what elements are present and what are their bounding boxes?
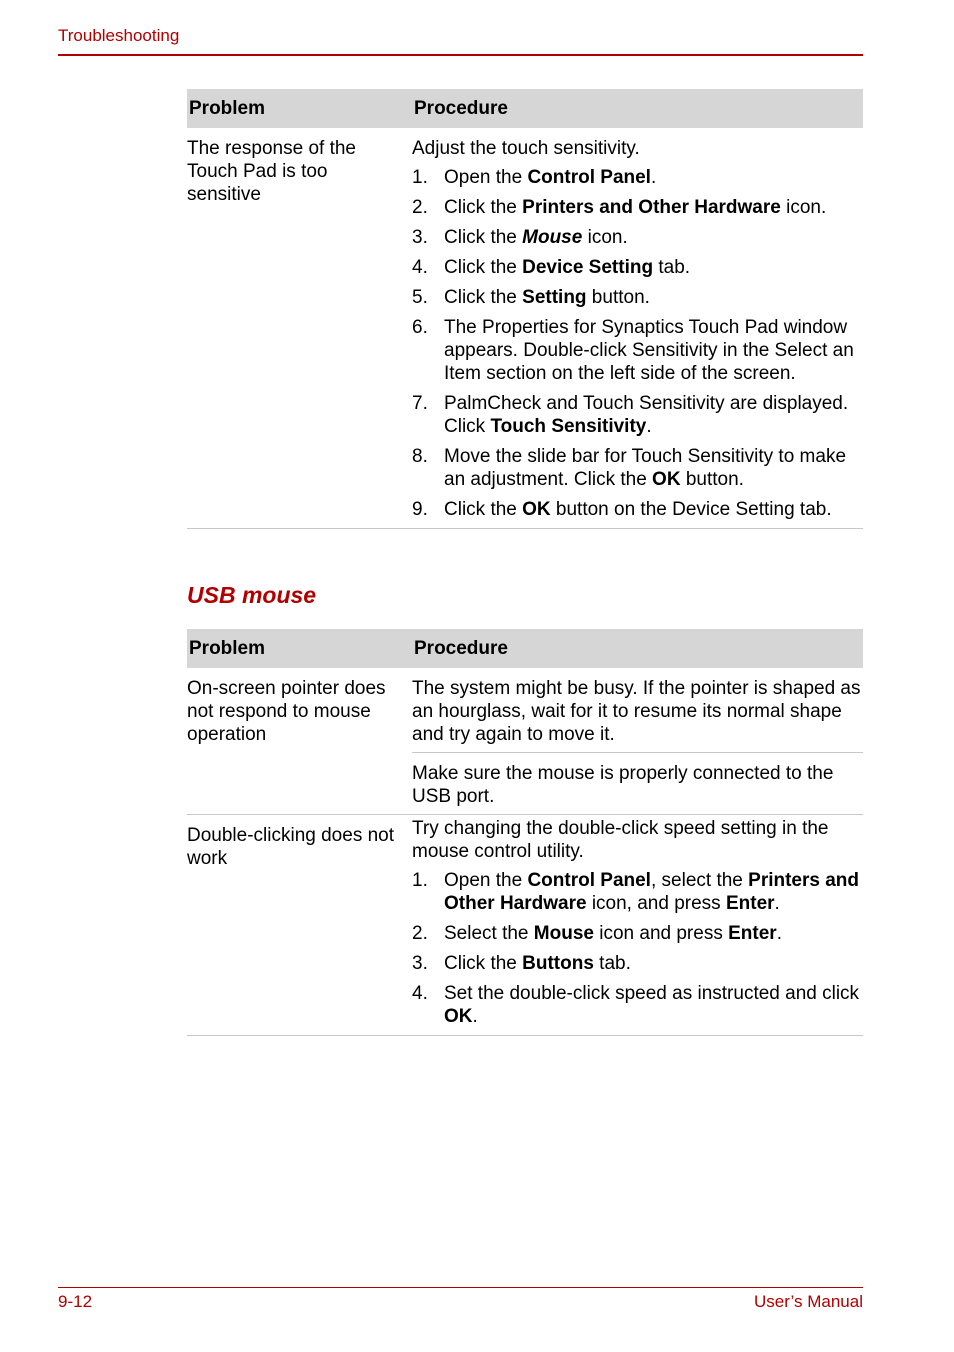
manual-title: User’s Manual [754, 1292, 863, 1311]
table-row [187, 668, 863, 815]
column-header-procedure: Procedure [414, 637, 508, 659]
procedure-cell [412, 128, 863, 528]
procedure-step [412, 256, 863, 279]
procedure-step [412, 869, 863, 915]
touchpad-table [187, 89, 863, 529]
column-header-procedure: Procedure [414, 97, 508, 119]
step-text: Select the Mouse icon and press Enter. [444, 923, 782, 944]
procedure-step [412, 316, 863, 385]
procedure-step [412, 166, 863, 189]
step-text: Move the slide bar for Touch Sensitivity to make an adjustment. Click the OK button. [444, 446, 847, 490]
procedure-step [412, 286, 863, 309]
table-header [187, 629, 863, 668]
procedure-step [412, 445, 863, 491]
step-number: 4. [412, 257, 428, 278]
section-title: USB mouse [187, 582, 317, 608]
step-text: The Properties for Synaptics Touch Pad window appears. Double-click Sensitivity in the Select an Item section on the left side of the screen. [444, 317, 854, 384]
step-number: 5. [412, 287, 428, 308]
step-number: 3. [412, 227, 428, 248]
footer-rule [58, 1287, 863, 1288]
procedure-step [412, 498, 863, 521]
running-header: Troubleshooting [58, 26, 180, 45]
procedure-step [412, 196, 863, 219]
step-number: 9. [412, 499, 428, 520]
step-text: Click the Device Setting tab. [444, 257, 691, 278]
step-number: 1. [412, 167, 428, 188]
usb-mouse-table [187, 629, 863, 1036]
procedure-text: Make sure the mouse is properly connected to the USB port. [412, 752, 863, 814]
procedure-step [412, 952, 863, 975]
table-row [187, 815, 863, 1036]
problem-cell: Double-clicking does not work [187, 825, 395, 869]
step-number: 4. [412, 983, 428, 1004]
procedure-cell [412, 668, 863, 814]
step-number: 8. [412, 446, 428, 467]
step-text: Click the Printers and Other Hardware icon. [444, 197, 827, 218]
step-number: 6. [412, 317, 428, 338]
step-number: 3. [412, 953, 428, 974]
step-number: 1. [412, 870, 428, 891]
table-header [187, 89, 863, 128]
procedure-step [412, 982, 863, 1028]
column-header-problem: Problem [189, 637, 266, 659]
step-number: 2. [412, 197, 428, 218]
step-number: 7. [412, 393, 428, 414]
step-text: PalmCheck and Touch Sensitivity are displayed. Click Touch Sensitivity. [444, 393, 849, 437]
step-text: Set the double-click speed as instructed and click OK. [444, 983, 860, 1027]
procedure-steps [412, 166, 863, 521]
step-text: Click the OK button on the Device Setting tab. [444, 499, 832, 520]
problem-cell: The response of the Touch Pad is too sensitive [187, 138, 356, 205]
step-text: Open the Control Panel. [444, 167, 657, 188]
procedure-step [412, 226, 863, 249]
step-text: Click the Setting button. [444, 287, 650, 308]
page-number: 9-12 [58, 1292, 93, 1311]
problem-cell: On-screen pointer does not respond to mouse operation [187, 678, 386, 745]
procedure-step [412, 392, 863, 438]
table-row [187, 128, 863, 529]
step-text: Click the Buttons tab. [444, 953, 631, 974]
step-text: Open the Control Panel, select the Printers and Other Hardware icon, and press Enter. [444, 870, 860, 914]
procedure-steps [412, 869, 863, 1028]
procedure-intro: Try changing the double-click speed setting in the mouse control utility. [412, 818, 829, 862]
step-text: Click the Mouse icon. [444, 227, 628, 248]
procedure-step [412, 922, 863, 945]
procedure-intro: Adjust the touch sensitivity. [412, 138, 640, 159]
step-number: 2. [412, 923, 428, 944]
column-header-problem: Problem [189, 97, 266, 119]
procedure-cell [412, 815, 863, 1035]
header-rule [58, 54, 863, 56]
procedure-text: The system might be busy. If the pointer is shaped as an hourglass, wait for it to resume its normal shape and try again to move it. [412, 678, 861, 745]
